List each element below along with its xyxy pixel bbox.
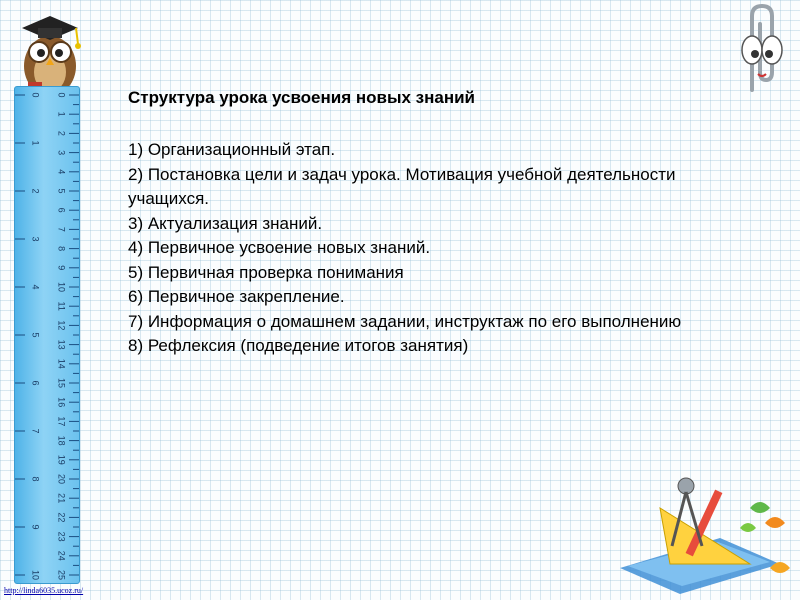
ruler-mm-label: 16 [56,397,67,408]
ruler-cm-label: 7 [30,428,41,434]
ruler-mm-label: 11 [56,301,67,311]
school-supplies-icon [600,468,796,596]
ruler [14,86,80,584]
ruler-mm-label: 13 [56,339,67,350]
list-item: 8) Рефлексия (подведение итогов занятия) [128,336,469,355]
ruler-mm-label: 19 [56,454,67,465]
ruler-mm-label: 7 [56,226,67,232]
ruler-cm-label: 5 [30,332,41,338]
list-item: 3) Актуализация знаний. [128,213,323,233]
ruler-scale [15,87,79,583]
list-item: 5) Первичная проверка понимания [128,262,404,282]
ruler-mm-label: 21 [56,493,67,504]
ruler-mm-label: 18 [56,435,67,446]
source-credit-link[interactable]: http://linda6035.ucoz.ru/ [4,586,84,595]
paperclip-character-icon [722,2,794,92]
ruler-cm-label: 8 [30,476,41,482]
list-item: 6) Первичное закрепление. [128,287,345,306]
ruler-mm-label: 3 [56,150,67,156]
ruler-mm-label: 9 [56,265,67,271]
ruler-cm-label: 10 [30,569,41,581]
ruler-mm-label: 6 [56,207,67,213]
list-item: 2) Постановка цели и задач урока. Мотивация учебной деятельности учащихся. [128,164,676,208]
ruler-mm-label: 24 [56,550,67,561]
ruler-mm-label: 15 [56,377,67,389]
ruler-cm-label: 6 [30,380,41,386]
ruler-mm-label: 2 [56,130,67,136]
ruler-mm-label: 5 [56,188,67,194]
ruler-cm-label: 2 [30,188,41,194]
list-item: 1) Организационный этап. [128,140,336,159]
list-item: 4) Первичное усвоение новых знаний. [128,238,431,257]
ruler-mm-label: 10 [56,281,67,293]
ruler-mm-label: 17 [56,416,67,427]
ruler-cm-label: 1 [30,140,41,146]
ruler-cm-label: 9 [30,524,41,530]
ruler-mm-label: 14 [56,358,67,369]
ruler-mm-label: 8 [56,246,67,252]
ruler-mm-label: 0 [56,92,67,98]
owl-graduate-icon [8,8,90,98]
ruler-mm-label: 12 [56,320,67,331]
list-item: 7) Информация о домашнем задании, инструктаж по его выполнению [128,311,682,331]
ruler-cm-label: 0 [30,92,41,98]
lesson-structure-list [128,138,748,359]
ruler-mm-label: 1 [56,111,67,117]
ruler-mm-label: 25 [56,569,67,581]
ruler-cm-label: 4 [30,284,41,290]
ruler-mm-label: 22 [56,512,67,523]
ruler-mm-label: 20 [56,473,67,485]
ruler-cm-label: 3 [30,236,41,242]
slide-title: Структура урока усвоения новых знаний [128,88,476,107]
ruler-mm-label: 4 [56,169,67,175]
ruler-mm-label: 23 [56,531,67,542]
